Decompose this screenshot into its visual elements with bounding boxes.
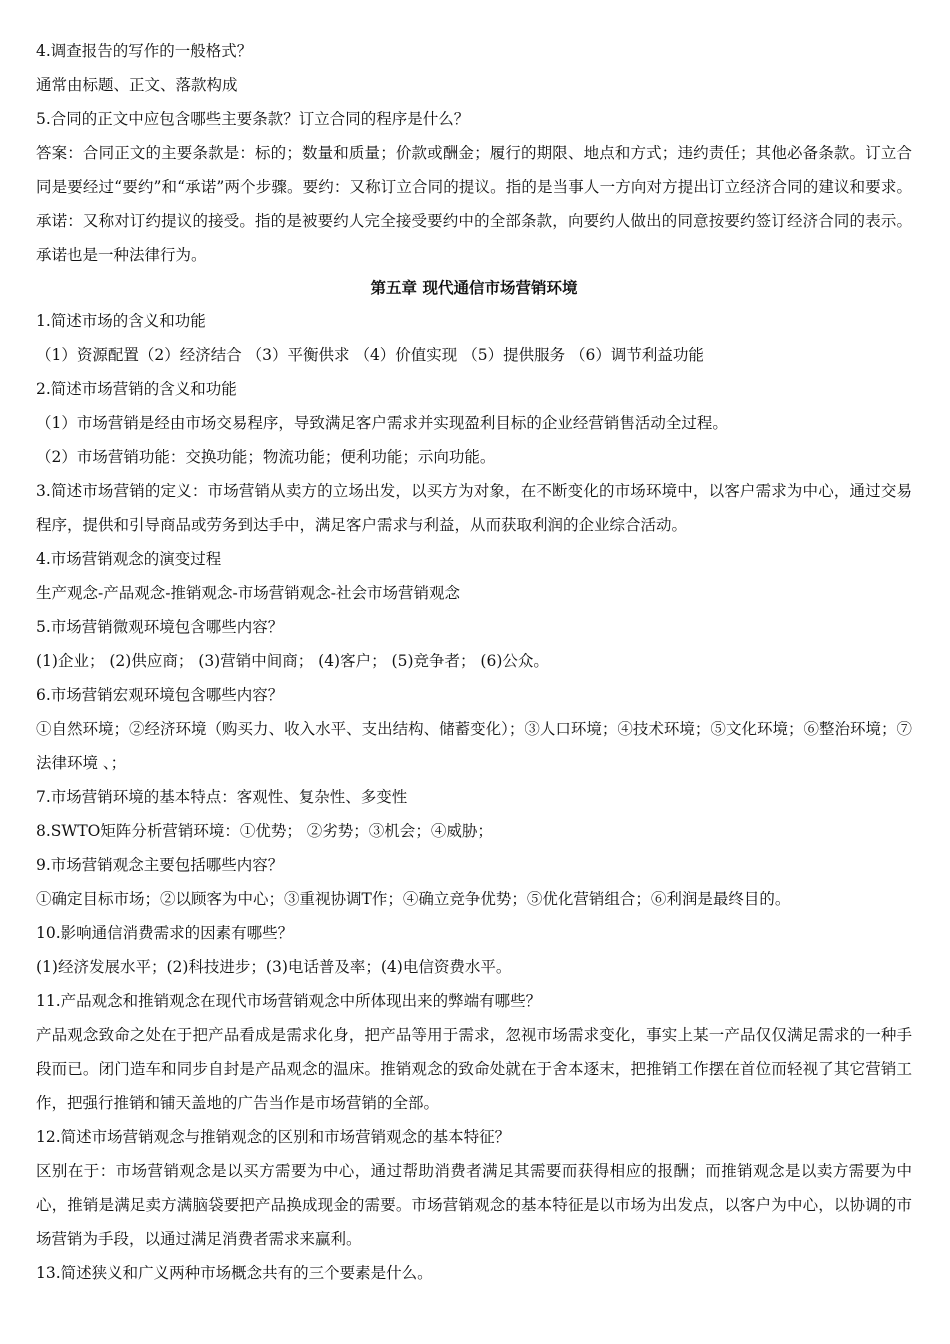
ch5-answer-9-text: ①确定目标市场；②以顾客为中心；③重视协调T作；④确立竞争优势；⑤优化营销组合；⑥利润是最终目的。 bbox=[36, 890, 791, 908]
ch5-answer-12-paragraph: 区别在于：市场营销观念是以买方需要为中心，通过帮助消费者满足其需要而获得相应的报酬；而推销观念是以卖方需要为中心，推销是满足卖方满脑袋要把产品换成现金的需要。市场营销观念的基本特征是以市场为出发点，以客户为中心，以协调的市场营销为手段，以通过满足消费者需求来赢利。 bbox=[36, 1162, 912, 1248]
ch5-answer-1-text: （1）资源配置（2）经济结合 （3）平衡供求 （4）价值实现 （5）提供服务 （6）调节利益功能 bbox=[36, 346, 704, 364]
ch5-answer-5-text: (1)企业； (2)供应商； (3)营销中间商； (4)客户； (5)竞争者； (6)公众。 bbox=[36, 652, 549, 670]
question-5-heading: 5.合同的正文中应包含哪些主要条款？订立合同的程序是什么？ bbox=[36, 110, 470, 128]
ch5-question-6-heading: 6.市场营销宏观环境包含哪些内容？ bbox=[36, 686, 284, 704]
question-4-heading: 4.调查报告的写作的一般格式？ bbox=[36, 42, 253, 60]
chapter-title: 第五章 现代通信市场营销环境 bbox=[370, 279, 578, 297]
ch5-question-10-heading: 10.影响通信消费需求的因素有哪些？ bbox=[36, 924, 294, 942]
ch5-answer-6-paragraph: ①自然环境；②经济环境（购买力、收入水平、支出结构、储蓄变化）；③人口环境；④技术环境；⑤文化环境；⑥整治环境；⑦法律环境 、； bbox=[36, 720, 912, 772]
ch5-question-9-heading: 9.市场营销观念主要包括哪些内容？ bbox=[36, 856, 284, 874]
ch5-answer-2-item-2: （2）市场营销功能：交换功能；物流功能；便利功能；示向功能。 bbox=[36, 448, 496, 466]
ch5-answer-11-paragraph: 产品观念致命之处在于把产品看成是需求化身，把产品等用于需求，忽视市场需求变化，事实上某一产品仅仅满足需求的一种手段而已。闭门造车和同步自封是产品观念的温床。推销观念的致命处就在于舍本逐末，把推销工作摆在首位而轻视了其它营销工作，把强行推销和铺天盖地的广告当作是市场营销的全部。 bbox=[36, 1026, 912, 1112]
ch5-answer-2-item-1: （1）市场营销是经由市场交易程序，导致满足客户需求并实现盈利目标的企业经营销售活动全过程。 bbox=[36, 414, 728, 432]
ch5-question-12-heading: 12.简述市场营销观念与推销观念的区别和市场营销观念的基本特征？ bbox=[36, 1128, 511, 1146]
answer-4-text: 通常由标题、正文、落款构成 bbox=[36, 76, 238, 94]
ch5-answer-10-text: (1)经济发展水平；(2)科技进步；(3)电话普及率；(4)电信资费水平。 bbox=[36, 958, 512, 976]
ch5-question-3-paragraph: 3.简述市场营销的定义：市场营销从卖方的立场出发，以买方为对象，在不断变化的市场环境中，以客户需求为中心，通过交易程序，提供和引导商品或劳务到达手中，满足客户需求与利益，从而获取利润的企业综合活动。 bbox=[36, 482, 912, 534]
ch5-answer-4-text: 生产观念-产品观念-推销观念-市场营销观念-社会市场营销观念 bbox=[36, 584, 460, 602]
ch5-question-13-heading: 13.简述狭义和广义两种市场概念共有的三个要素是什么。 bbox=[36, 1264, 433, 1282]
ch5-question-2-heading: 2.简述市场营销的含义和功能 bbox=[36, 380, 237, 398]
ch5-question-4-heading: 4.市场营销观念的演变过程 bbox=[36, 550, 222, 568]
ch5-question-11-heading: 11.产品观念和推销观念在现代市场营销观念中所体现出来的弊端有哪些？ bbox=[36, 992, 542, 1010]
answer-5-paragraph: 答案：合同正文的主要条款是：标的；数量和质量；价款或酬金；履行的期限、地点和方式；违约责任；其他必备条款。订立合同是要经过“要约”和“承诺”两个步骤。要约：又称订立合同的提议。指的是当事人一方向对方提出订立经济合同的建议和要求。承诺：又称对订约提议的接受。指的是被要约人完全接受要约中的全部条款，向要约人做出的同意按要约签订经济合同的表示。承诺也是一种法律行为。 bbox=[36, 144, 912, 264]
ch5-question-8-line: 8.SWTO矩阵分析营销环境：①优势； ②劣势；③机会；④威胁； bbox=[36, 822, 493, 840]
ch5-question-7-line: 7.市场营销环境的基本特点：客观性、复杂性、多变性 bbox=[36, 788, 408, 806]
ch5-question-5-heading: 5.市场营销微观环境包含哪些内容？ bbox=[36, 618, 284, 636]
ch5-question-1-heading: 1.简述市场的含义和功能 bbox=[36, 312, 206, 330]
